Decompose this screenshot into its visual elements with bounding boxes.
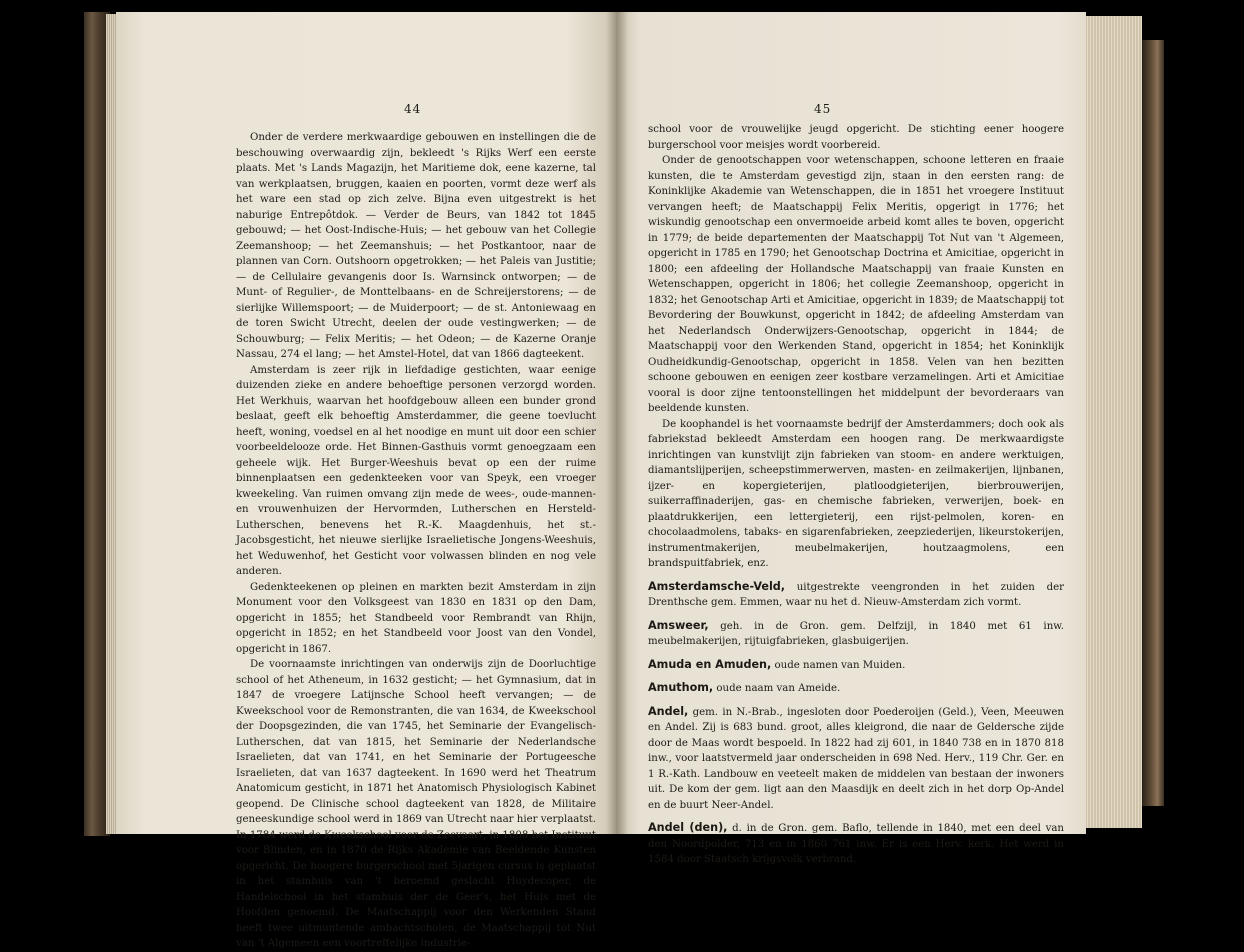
page-number: 45 <box>814 102 832 116</box>
paragraph: Gedenkteekenen op pleinen en markten bezit Amsterdam in zijn Monument voor den Volksgeest van 1830 en 1831 op den Dam, opgericht in 1855; het Standbeeld voor Rembrandt van Rhijn, opgericht in 1852; en het Standbeeld voor Joost van den Vondel, opgericht in 1867. <box>236 581 596 655</box>
paragraph: De koophandel is het voornaamste bedrijf der Amsterdammers; doch ook als fabriekstad bekleedt Amsterdam een hoogen rang. De merkwaardigste inrichtingen van kunstvlijt zijn fabrieken van stoom- en andere werktuigen, diamantslijperijen, scheepstimmerwerven, masten- en zeilmakerijen, lijnbanen, ijzer- en kopergieterijen, platloodgieterijen, bierbrouwerijen, suikerraffinaderijen, gas- en chemische fabrieken, verwerijen, boek- en plaatdrukkerijen, een lettergieterij, een rijst-pelmolen, koren- en chocolaadmolens, tabaks- en sigarenfabrieken, zeepziederijen, likeurstokerijen, instrumentmakerijen, meubelmakerijen, houtzaagmolens, een brandspuitfabriek, enz. <box>648 418 1064 569</box>
entry-text: gem. in N.-Brab., ingesloten door Poederoijen (Geld.), Veen, Meeuwen en Andel. Zij is 683 bund. groot, alles kleigrond, die naar de Geldersche zijde door de Maas wordt bespoeld. In 1822 had zij 601, in 1840 738 en in 1870 818 inw., voor laatstvermeld jaar onderscheiden in 698 Ned. Herv., 119 Chr. Ger. en 1 R.-Kath. Landbouw en veeteelt maken de middelen van bestaan der inwoners uit. De kom der gem. ligt aan den Maasdijk en deelt zich in het dorp Op-Andel en de buurt Neer-Andel. <box>648 706 1064 811</box>
paragraph: school voor de vrouwelijke jeugd opgericht. De stichting eener hoogere burgerschool voor meisjes wordt voorbereid. <box>648 124 1064 151</box>
paragraph: Amsterdam is zeer rijk in liefdadige gestichten, waar eenige duizenden zieke en andere behoeftige personen verzorgd worden. Het Werkhuis, waarvan het hoofdgebouw alleen een bunder grond beslaat, geeft elk behoeftig Amsterdammer, die geene toevlucht heeft, woning, voedsel en al het noodige en munt uit door een schier voorbeeldelooze orde. Het Binnen-Gasthuis vormt genoegzaam een geheele wijk. Het Burger-Weeshuis bevat op een der ruime binnenplaatsen een gedenkteeken voor van Speyk, een vroeger kweekeling. Van ruimen omvang zijn mede de wees-, oude-mannen- en vrouwenhuizen der Hervormden, Lutherschen en Hersteld-Lutherschen, benevens het R.-K. Maagdenhuis, het st.-Jacobsgesticht, het nieuwe sierlijke Israelietische Jongens-Weeshuis, het Weduwenhof, het Gesticht voor volwassen blinden en nog vele anderen. <box>236 364 596 577</box>
entry-headword: Amsterdamsche-Veld, <box>648 579 786 593</box>
left-page <box>0 12 616 949</box>
entry-headword: Andel (den), <box>648 821 728 834</box>
dictionary-entry <box>648 618 1064 650</box>
paragraph: Onder de genootschappen voor wetenschappen, schoone letteren en fraaie kunsten, die te Amsterdam gevestigd zijn, staan in den eersten rang: de Koninklijke Akademie van Wetenschappen, die in 1851 het vroegere Instituut vervangen heeft; de Maatschappij Felix Meritis, opgerigt in 1776; het wiskundig genootschap een onvermoeide arbeid komt alles te boven, opgericht in 1779; de beide departementen der Maatschappij Tot Nut van 't Algemeen, opgericht in 1785 en 1790; het Genootschap Doctrina et Amicitiae, opgericht in 1800; een afdeeling der Hollandsche Maatschappij van fraaie Kunsten en Wetenschappen, opgericht in 1806; het collegie Zeemanshoop, opgericht in 1832; het Genootschap Arti et Amicitiae, opgericht in 1839; de Maatschappij tot Bevordering der Bouwkunst, opgericht in 1842; de afdeeling Amsterdam van het Nederlandsch Onderwijzers-Genootschap, opgericht in 1844; de Maatschappij voor den Werkenden Stand, opgericht in 1854; het Koninklijk Oudheidkundig-Genootschap, opgericht in 1858. Velen van hen bezitten schoone gebouwen en eenigen zeer kostbare verzamelingen. Arti et Amicitiae vooral is door zijne tentoonstellingen het middelpunt der bevorderaars van beeldende kunsten. <box>648 155 1064 414</box>
text-column <box>648 122 1064 868</box>
entry-text: oude naam van Ameide. <box>713 683 841 694</box>
paragraph: De voornaamste inrichtingen van onderwijs zijn de Doorluchtige school of het Atheneum, in 1632 gesticht; — het Gymnasium, dat in 1847 de vroegere Latijnsche School heeft vervangen; — de Kweekschool voor de Remonstranten, die van 1634, de Kweekschool der Doopsgezinden, die van 1745, het Seminarie der Evangelisch-Lutherschen, dat van 1815, het Seminarie der Nederlandsche Israelieten, dat van 1741, en het Seminarie der Portugeesche Israelieten, dat van 1637 dagteekent. In 1690 werd het Theatrum Anatomicum gesticht, in 1871 het Anatomisch Physiologisch Kabinet geopend. De Clinische school dagteekent van 1828, de Militaire geneeskundige school werd in 1869 van Utrecht naar hier verplaatst. In 1784 werd de Kweekschool voor de Zeevaart, in 1808 het Instituut voor Blinden, en in 1870 de Rijks Akademie van Beeldende Kunsten opgericht. De hoogere burgerschool met 5jarigen cursus is geplaatst in het stamhuis van 't beroemd geslacht Huydecoper, de Handelschool in het stamhuis der de Geer's, het Huis met de Hoofden genoemd. De Maatschappij voor den Werkenden Stand heeft twee uitmuntende ambachtscholen, de Maatschappij tot Nut van 't Algemeen een voortreffelijke industrie- <box>236 659 596 949</box>
dictionary-entry <box>648 657 1064 674</box>
dictionary-entry <box>648 704 1064 814</box>
book-gutter <box>606 12 628 834</box>
right-page <box>616 12 1086 865</box>
entry-text: uitgestrekte veengronden in het zuiden der Drenthsche gem. Emmen, waar nu het d. Nieuw-Amsterdam zich vormt. <box>648 581 1064 608</box>
page-number: 44 <box>404 102 422 116</box>
dictionary-entry <box>648 820 1064 868</box>
entry-headword: Amsweer, <box>648 618 709 632</box>
entry-text: d. in de Gron. gem. Baflo, tellende in 1840, met een deel van den Noordpolder, 713 en in 1860 761 inw. Er is een Herv. kerk. Het werd in 1584 door Staatsch krijgsvolk verbrand. <box>648 823 1064 865</box>
text-column <box>236 130 596 952</box>
entry-headword: Amuthom, <box>648 681 714 694</box>
entry-text: geh. in de Gron. gem. Delfzijl, in 1840 met 61 inw. meubelmakerijen, rijtuigfabrieken, glasbuigerijen. <box>648 620 1064 647</box>
dictionary-entry <box>648 680 1064 697</box>
entry-headword: Andel, <box>648 704 689 718</box>
paragraph: Onder de verdere merkwaardige gebouwen en instellingen die de beschouwing overwaardig zijn, bekleedt 's Rijks Werf een eerste plaats. Met 's Lands Magazijn, het Maritieme dok, eene kazerne, tal van werkplaatsen, bruggen, kaaien en poorten, vormt deze werf als het ware een stad op zich zelve. Bijna even uitgestrekt is het naburige Entrepôtdok. — Verder de Beurs, van 1842 tot 1845 gebouwd; — het Oost-Indische-Huis; — het gebouw van het Collegie Zeemanshoop; — het Zeemanshuis; — het Postkantoor, naar de plannen van Corn. Outshoorn opgetrokken; — het Paleis van Justitie; — de Cellulaire gevangenis door Is. Warnsinck ontworpen; — de Munt- of Regulier-, de Monttelbaans- en de Schreijerstorens; — de sierlijke Willemspoort; — de Muiderpoort; — de st. Antoniewaag en de toren Swicht Utrecht, deelen der oude vestingwerken; — de Schouwburg; — Felix Meritis; — het Odeon; — de Kazerne Oranje Nassau, 274 el lang; — het Amstel-Hotel, dat van 1866 dagteekent. <box>236 132 596 360</box>
entry-text: oude namen van Muiden. <box>771 659 906 671</box>
page-edges-right <box>1084 16 1142 828</box>
book-binding-right <box>1142 40 1164 806</box>
dictionary-entry <box>648 579 1064 611</box>
entry-headword: Amuda en Amuden, <box>648 657 772 671</box>
